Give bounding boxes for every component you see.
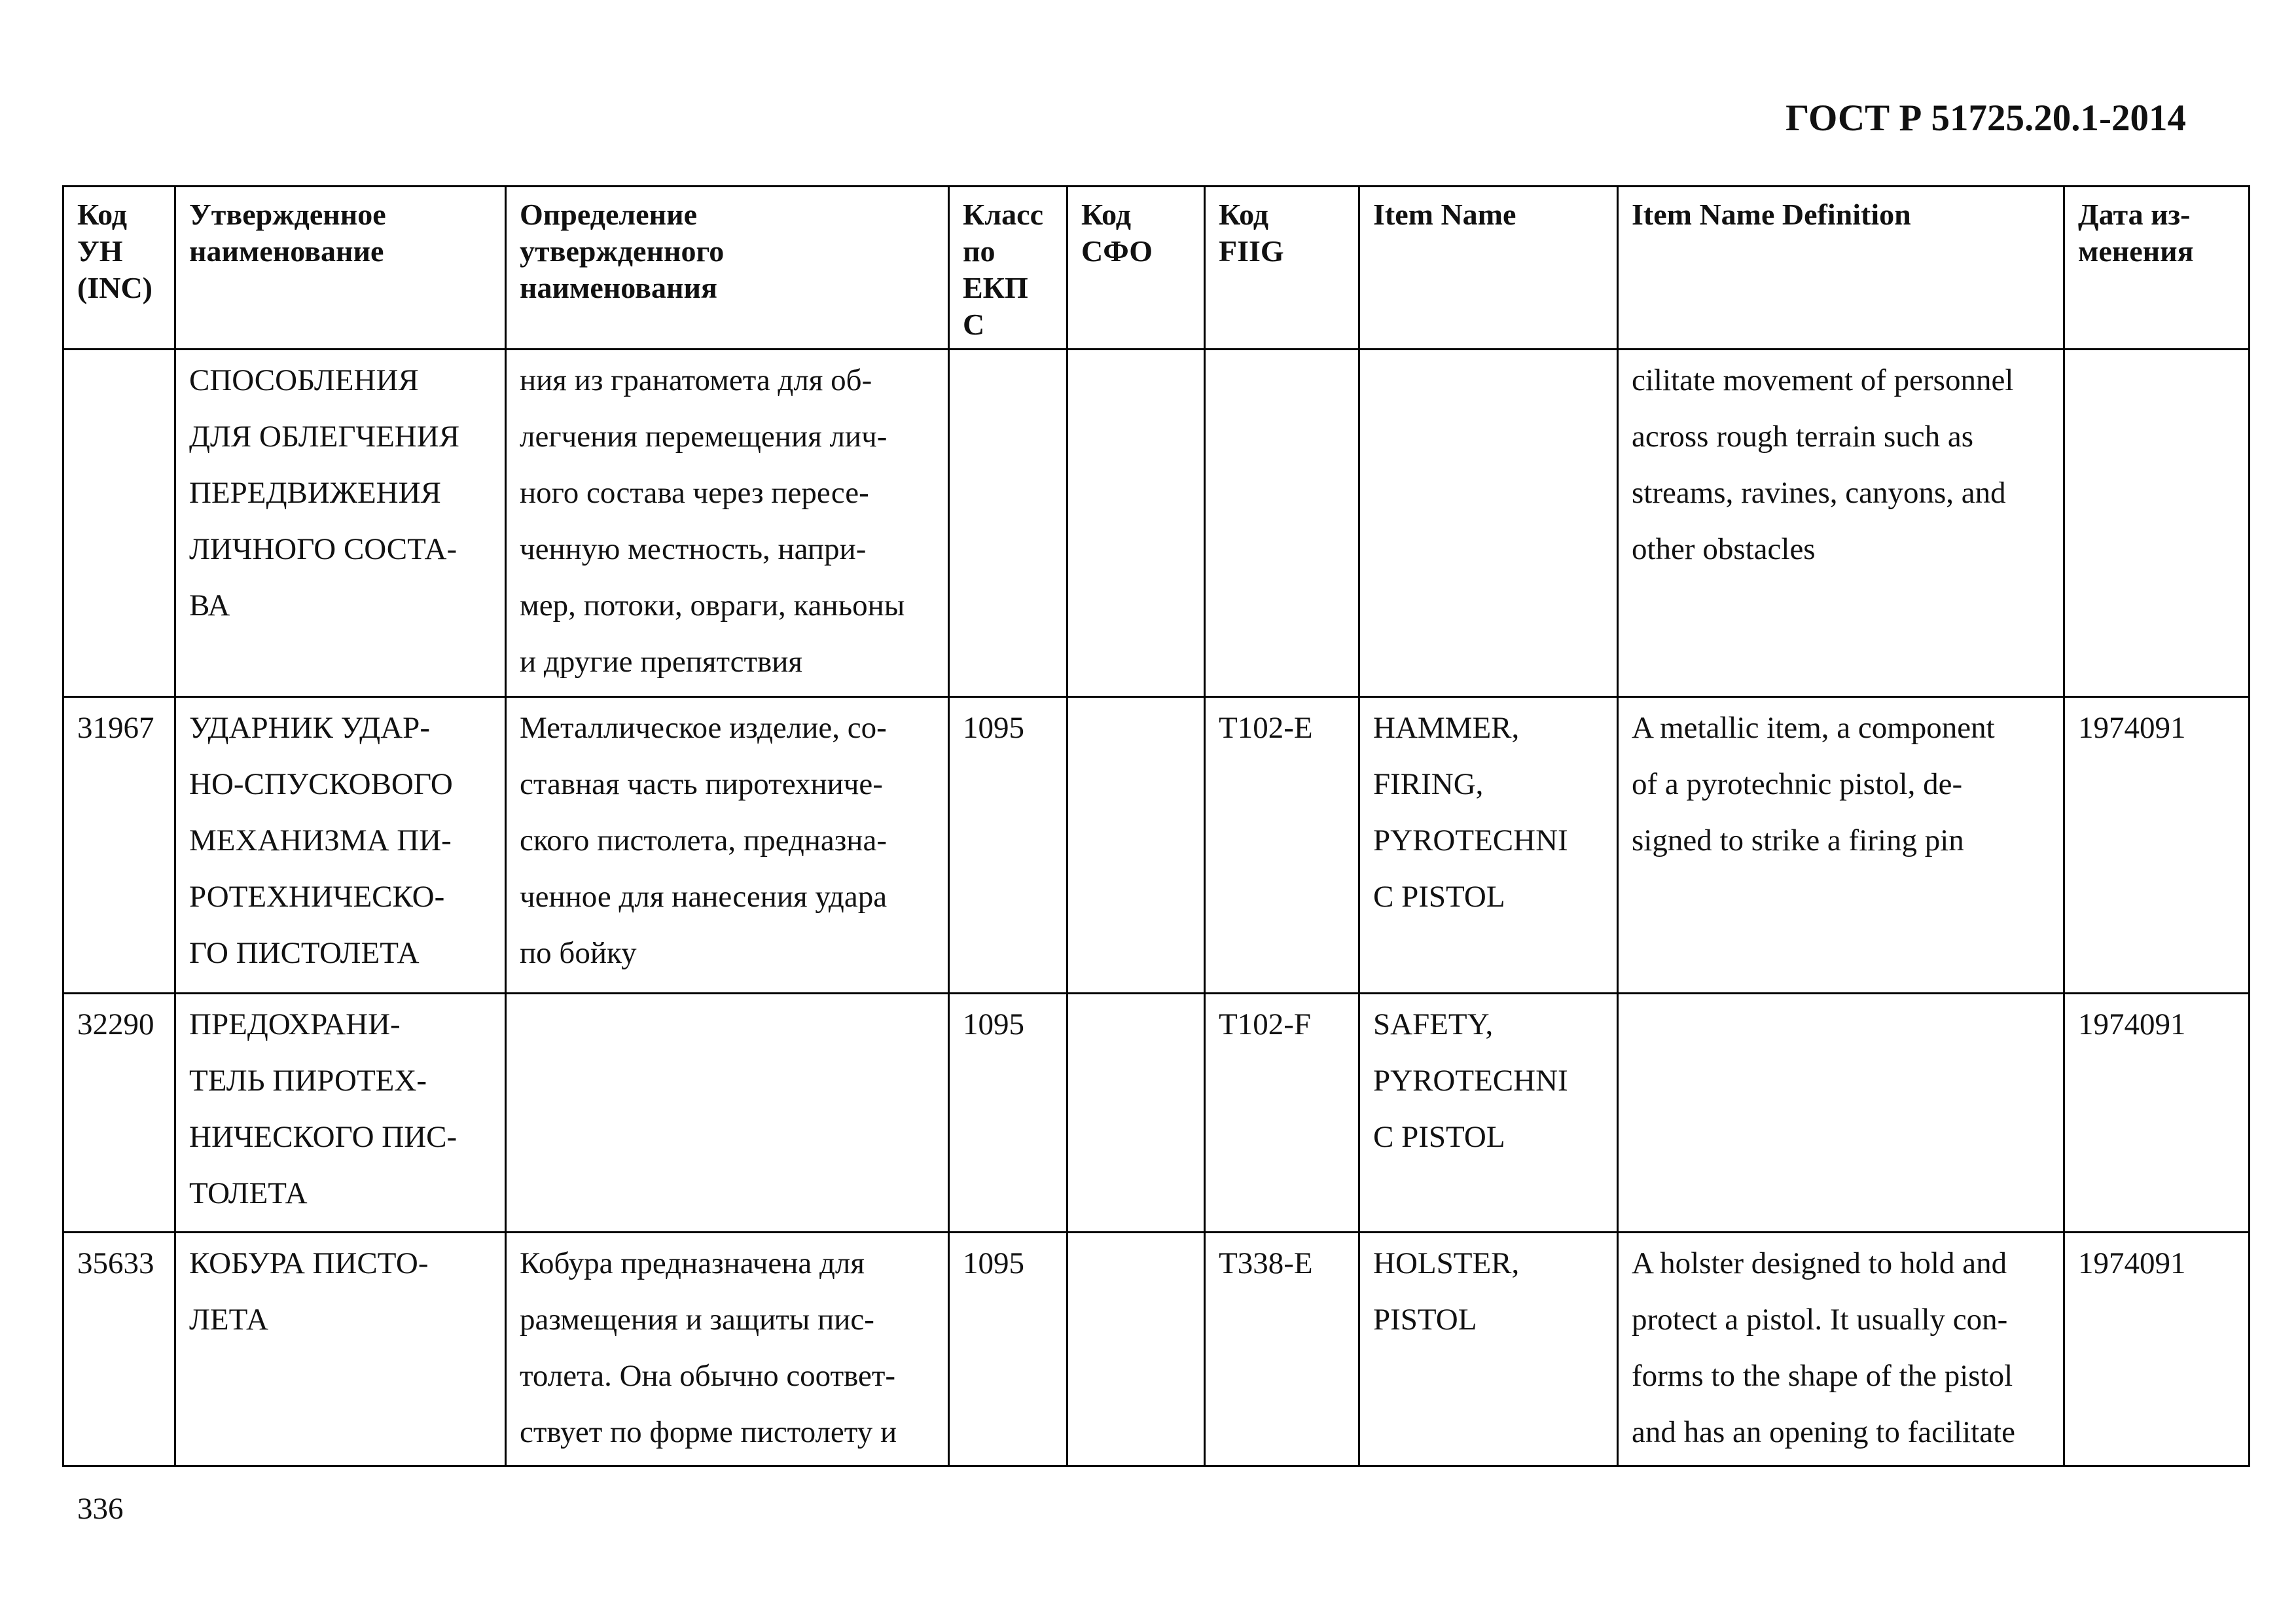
cell-text-line: по — [963, 234, 996, 268]
cell-text-line: A holster designed to hold and — [1632, 1246, 2007, 1280]
table-row — [63, 697, 2250, 994]
cell-text-line: 1095 — [963, 1246, 1024, 1280]
cell-text-line: ДЛЯ ОБЛЕГЧЕНИЯ — [189, 420, 460, 454]
page-number: 336 — [77, 1492, 124, 1526]
cell-text-line: РОТЕХНИЧЕСКО- — [189, 880, 445, 914]
cell-item-name-definition — [1618, 697, 2064, 994]
cell-text-line: легчения перемещения лич- — [520, 420, 888, 454]
cell-class — [949, 1233, 1067, 1466]
cell-item-name — [1359, 350, 1618, 697]
cell-text-line: ния из гранатомета для об- — [520, 363, 872, 397]
cell-text-line: ствует по форме пистолету и — [520, 1415, 897, 1449]
cell-item-name-definition — [1618, 994, 2064, 1233]
cell-text-line: T102-E — [1219, 711, 1313, 745]
cell-text-line: FIIG — [1219, 234, 1284, 268]
cell-text-line: 32290 — [77, 1007, 154, 1041]
cell-sfo-code — [1067, 1233, 1205, 1466]
cell-item-name — [1359, 994, 1618, 1233]
cell-text-line: Кобура предназначена для — [520, 1246, 865, 1280]
cell-text-line: ного состава через пересе- — [520, 476, 869, 510]
cell-text-line: НО-СПУСКОВОГО — [189, 767, 453, 801]
header-item-name — [1359, 187, 1618, 350]
cell-text-line: СФО — [1081, 234, 1153, 268]
cell-text-line: С — [963, 308, 985, 341]
cell-class — [949, 994, 1067, 1233]
cell-approved-name — [175, 1233, 506, 1466]
cell-definition — [506, 1233, 949, 1466]
table-header-row — [63, 187, 2250, 350]
cell-fiig-code — [1205, 1233, 1359, 1466]
cell-text-line: ПЕРЕДВИЖЕНИЯ — [189, 476, 441, 510]
cell-text-line: C PISTOL — [1373, 880, 1505, 914]
cell-text-line: 1974091 — [2078, 1246, 2186, 1280]
header-class — [949, 187, 1067, 350]
table-row — [63, 350, 2250, 697]
cell-text-line: Код — [1081, 198, 1132, 231]
cell-text-line: across rough terrain such as — [1632, 420, 1974, 454]
cell-text-line: ТОЛЕТА — [189, 1176, 308, 1210]
cell-item-name-definition — [1618, 1233, 2064, 1466]
cell-text-line: HAMMER, — [1373, 711, 1520, 745]
cell-text-line: Код — [1219, 198, 1269, 231]
cell-text-line: ЛЕТА — [189, 1303, 268, 1337]
cell-text-line: 31967 — [77, 711, 154, 745]
cell-text-line: of a pyrotechnic pistol, de- — [1632, 767, 1963, 801]
table-row — [63, 994, 2250, 1233]
header-approved-name — [175, 187, 506, 350]
cell-text-line: PYROTECHNI — [1373, 823, 1568, 857]
cell-text-line: наименования — [520, 271, 717, 304]
cell-text-line: ченное для нанесения удара — [520, 880, 888, 914]
header-change-date — [2064, 187, 2250, 350]
cell-sfo-code — [1067, 994, 1205, 1233]
cell-change-date — [2064, 1233, 2250, 1466]
cell-approved-name — [175, 350, 506, 697]
cell-text-line: PISTOL — [1373, 1303, 1477, 1337]
cell-text-line: Определение — [520, 198, 698, 231]
cell-text-line: НИЧЕСКОГО ПИС- — [189, 1120, 457, 1154]
cell-text-line: PYROTECHNI — [1373, 1064, 1568, 1098]
header-fiig-code — [1205, 187, 1359, 350]
cell-inc-code — [63, 1233, 175, 1466]
cell-inc-code — [63, 697, 175, 994]
cell-text-line: ПРЕДОХРАНИ- — [189, 1007, 401, 1041]
cell-text-line: SAFETY, — [1373, 1007, 1494, 1041]
cell-fiig-code — [1205, 697, 1359, 994]
cell-text-line: МЕХАНИЗМА ПИ- — [189, 823, 452, 857]
cell-text-line: утвержденного — [520, 234, 725, 268]
cell-text-line: ГО ПИСТОЛЕТА — [189, 936, 420, 970]
cell-text-line: Item Name — [1373, 198, 1516, 231]
cell-text-line: 1095 — [963, 711, 1024, 745]
cell-text-line: 1974091 — [2078, 711, 2186, 745]
cell-text-line: УН — [77, 234, 123, 268]
cell-text-line: ТЕЛЬ ПИРОТЕХ- — [189, 1064, 427, 1098]
cell-text-line: ВА — [189, 588, 230, 623]
cell-text-line: ЛИЧНОГО СОСТА- — [189, 532, 457, 566]
cell-text-line: УДАРНИК УДАР- — [189, 711, 430, 745]
header-inc-code — [63, 187, 175, 350]
cell-text-line: размещения и защиты пис- — [520, 1303, 874, 1337]
cell-text-line: HOLSTER, — [1373, 1246, 1520, 1280]
cell-text-line: СПОСОБЛЕНИЯ — [189, 363, 419, 397]
cell-text-line: cilitate movement of personnel — [1632, 363, 2014, 397]
cell-text-line: C PISTOL — [1373, 1120, 1505, 1154]
cell-text-line: ского пистолета, предназна- — [520, 823, 887, 857]
cell-text-line: (INC) — [77, 271, 152, 304]
cell-inc-code — [63, 994, 175, 1233]
cell-text-line: ЕКП — [963, 271, 1028, 304]
cell-text-line: по бойку — [520, 936, 637, 970]
cell-text-line: Дата из- — [2078, 198, 2191, 231]
cell-sfo-code — [1067, 697, 1205, 994]
cell-definition — [506, 350, 949, 697]
cell-text-line: менения — [2078, 234, 2194, 268]
cell-text-line: ставная часть пиротехниче- — [520, 767, 883, 801]
cell-text-line: Item Name Definition — [1632, 198, 1911, 231]
cell-definition — [506, 994, 949, 1233]
cell-text-line: 1974091 — [2078, 1007, 2186, 1041]
cell-fiig-code — [1205, 994, 1359, 1233]
cell-text-line: 35633 — [77, 1246, 154, 1280]
cell-text-line: толета. Она обычно соответ- — [520, 1359, 896, 1393]
table-row — [63, 1233, 2250, 1466]
cell-text-line: и другие препятствия — [520, 645, 802, 679]
cell-text-line: FIRING, — [1373, 767, 1484, 801]
cell-text-line: Класс — [963, 198, 1043, 231]
cell-text-line: other obstacles — [1632, 532, 1816, 566]
cell-approved-name — [175, 697, 506, 994]
cell-text-line: A metallic item, a component — [1632, 711, 1995, 745]
cell-change-date — [2064, 350, 2250, 697]
cell-text-line: мер, потоки, овраги, каньоны — [520, 588, 905, 623]
cell-change-date — [2064, 697, 2250, 994]
standard-id-header: ГОСТ Р 51725.20.1-2014 — [1785, 98, 2186, 139]
cell-text-line: КОБУРА ПИСТО- — [189, 1246, 429, 1280]
cell-text-line: forms to the shape of the pistol — [1632, 1359, 2013, 1393]
cell-text-line: and has an opening to facilitate — [1632, 1415, 2015, 1449]
cell-text-line: T102-F — [1219, 1007, 1311, 1041]
header-approved-name-definition — [506, 187, 949, 350]
cell-text-line: streams, ravines, canyons, and — [1632, 476, 2006, 510]
cell-item-name — [1359, 1233, 1618, 1466]
cell-text-line: signed to strike a firing pin — [1632, 823, 1964, 857]
cell-class — [949, 697, 1067, 994]
cell-inc-code — [63, 350, 175, 697]
cell-fiig-code — [1205, 350, 1359, 697]
item-names-table — [62, 185, 2250, 1467]
cell-class — [949, 350, 1067, 697]
cell-text-line: ченную местность, напри- — [520, 532, 867, 566]
cell-item-name-definition — [1618, 350, 2064, 697]
cell-text-line: 1095 — [963, 1007, 1024, 1041]
cell-text-line: Металлическое изделие, со- — [520, 711, 887, 745]
cell-text-line: наименование — [189, 234, 384, 268]
header-item-name-definition — [1618, 187, 2064, 350]
cell-text-line: Код — [77, 198, 128, 231]
cell-definition — [506, 697, 949, 994]
cell-item-name — [1359, 697, 1618, 994]
cell-change-date — [2064, 994, 2250, 1233]
cell-text-line: T338-E — [1219, 1246, 1313, 1280]
cell-text-line: protect a pistol. It usually con- — [1632, 1303, 2008, 1337]
cell-text-line: Утвержденное — [189, 198, 386, 231]
cell-sfo-code — [1067, 350, 1205, 697]
cell-approved-name — [175, 994, 506, 1233]
header-sfo-code — [1067, 187, 1205, 350]
